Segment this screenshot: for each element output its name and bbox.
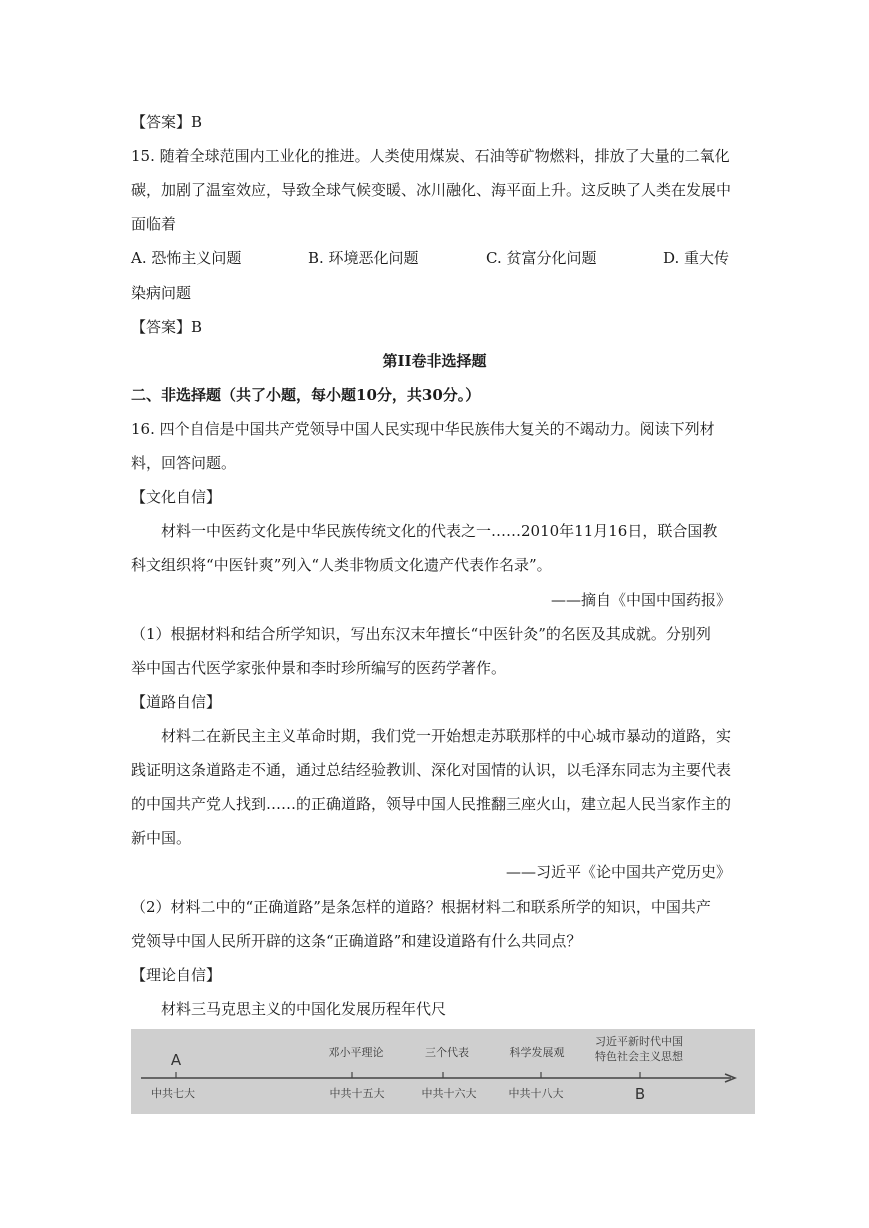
material-2-line-4: 新中国。 — [131, 829, 192, 847]
timeline-figure — [131, 1029, 755, 1114]
option-c: C. 贫富分化问题 — [486, 249, 597, 267]
timeline-bottom-label: 中共七大 — [151, 1087, 195, 1100]
timeline-bottom-label: 中共十八大 — [508, 1087, 564, 1100]
timeline-top-label: 特色社会主义思想 — [595, 1050, 683, 1063]
timeline-letter-a: A — [170, 1051, 182, 1069]
theory-heading: 【理论自信】 — [131, 966, 222, 984]
timeline-top-label: 三个代表 — [425, 1046, 469, 1059]
material-1-line-1: 材料一中医药文化是中华民族传统文化的代表之一……2010年11月16日，联合国教 — [161, 522, 718, 540]
option-b: B. 环境恶化问题 — [308, 249, 419, 267]
answer-label: 【答案】B — [131, 113, 203, 131]
material-2-source: ——习近平《论中国共产党历史》 — [505, 863, 731, 881]
timeline-bottom-label: 中共十六大 — [421, 1087, 477, 1100]
sub-question-2-line-2: 党领导中国人民所开辟的这条“正确道路”和建设道路有什么共同点？ — [131, 932, 582, 950]
material-2-line-1: 材料二在新民主主义革命时期，我们党一开始想走苏联那样的中心城市暴动的道路，实 — [161, 727, 732, 745]
question-15-line-2: 碳，加剧了温室效应，导致全球气候变暖、冰川融化、海平面上升。这反映了人类在发展中 — [131, 181, 732, 199]
question-16-line-2: 料，回答问题。 — [131, 454, 237, 472]
timeline-top-label: 习近平新时代中国 — [595, 1035, 683, 1048]
timeline-bottom-label: 中共十五大 — [329, 1087, 385, 1100]
sub-question-1-line-1: （1）根据材料和结合所学知识，写出东汉末年擅长“中医针灸”的名医及其成就。分别列 — [131, 625, 711, 643]
option-a: A. 恐怖主义问题 — [131, 249, 242, 267]
material-2-line-2: 践证明这条道路走不通，通过总结经验教训、深化对国情的认识，以毛泽东同志为主要代表 — [131, 761, 732, 779]
road-heading: 【道路自信】 — [131, 693, 222, 711]
question-15-line-1: 15. 随着全球范围内工业化的推进。人类使用煤炭、石油等矿物燃料，排放了大量的二氧化 — [131, 147, 730, 165]
sub-question-2-line-1: （2）材料二中的“正确道路”是条怎样的道路？根据材料二和联系所学的知识，中国共产 — [131, 898, 711, 916]
culture-heading: 【文化自信】 — [131, 488, 222, 506]
sub-question-1-line-2: 举中国古代医学家张仲景和李时珍所编写的医药学著作。 — [131, 659, 507, 677]
material-3-title: 材料三马克思主义的中国化发展历程年代尺 — [161, 1000, 447, 1018]
question-15-line-3: 面临着 — [131, 215, 177, 233]
answer-label: 【答案】B — [131, 318, 203, 336]
question-16-line-1: 16. 四个自信是中国共产党领导中国人民实现中华民族伟大复关的不竭动力。阅读下列材 — [131, 420, 715, 438]
timeline-top-label: 邓小平理论 — [328, 1046, 384, 1059]
timeline-svg — [131, 1029, 755, 1114]
section-heading: 二、非选择题（共了小题，每小题10分，共30分。） — [131, 386, 481, 404]
material-1-line-2: 科文组织将“中医针爽”列入“人类非物质文化遗产代表作名录”。 — [131, 556, 552, 574]
timeline-top-label: 科学发展观 — [509, 1046, 565, 1059]
option-d-continuation: 染病问题 — [131, 284, 192, 302]
timeline-letter-b: B — [634, 1085, 646, 1103]
material-1-source: ——摘自《中国中国药报》 — [550, 591, 731, 609]
option-d: D. 重大传 — [663, 249, 730, 267]
section-title: 第II卷非选择题 — [382, 352, 487, 370]
material-2-line-3: 的中国共产党人找到……的正确道路，领导中国人民推翻三座火山，建立起人民当家作主的 — [131, 795, 732, 813]
